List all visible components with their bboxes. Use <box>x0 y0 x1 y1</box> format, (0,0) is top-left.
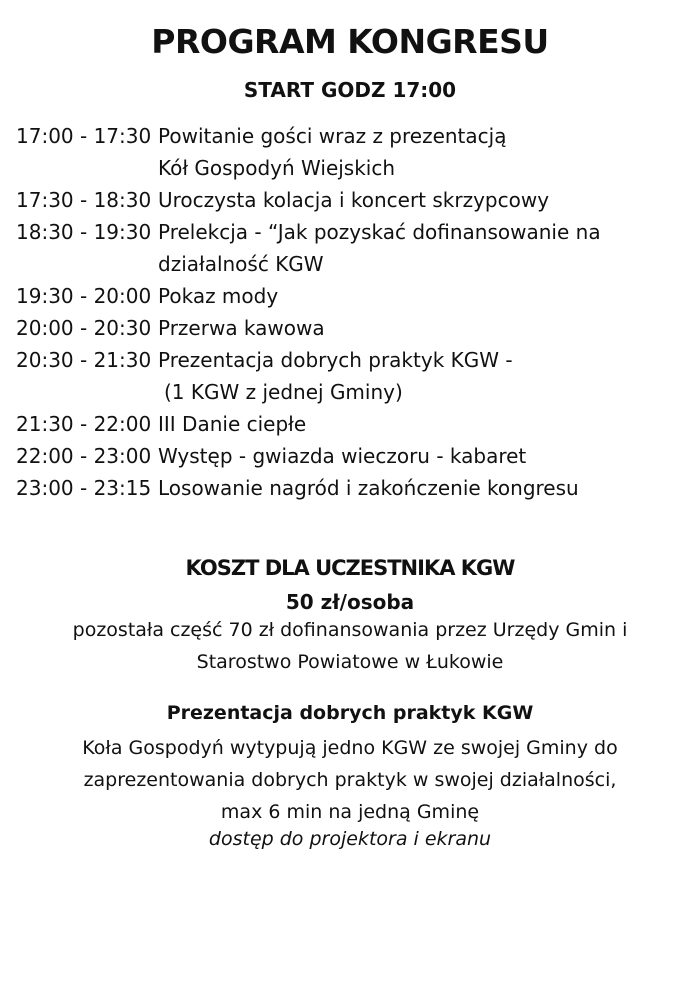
cost-note-line: pozostała część 70 zł dofinansowania przez Urzędy Gmin i <box>72 619 628 641</box>
schedule-item <box>16 472 686 504</box>
schedule-description: Prezentacja dobrych praktyk KGW - <box>158 348 513 372</box>
presentation-description <box>0 732 700 828</box>
schedule-time: 23:00 - 23:15 <box>16 476 152 500</box>
presentation-line: max 6 min na jedną Gminę <box>220 801 480 823</box>
cost-price: 50 zł/osoba <box>285 590 415 614</box>
schedule-description-continued: (1 KGW z jednej Gminy) <box>164 380 403 404</box>
schedule-item <box>16 280 686 312</box>
schedule-time: 20:30 - 21:30 <box>16 348 152 372</box>
schedule-description: Powitanie gości wraz z prezentacją <box>158 124 507 148</box>
cost-heading: KOSZT DLA UCZESTNIKA KGW <box>185 556 515 580</box>
schedule-item <box>16 184 686 216</box>
schedule-item <box>16 216 686 280</box>
schedule-description: Przerwa kawowa <box>158 316 325 340</box>
schedule-description: Występ - gwiazda wieczoru - kabaret <box>158 444 527 468</box>
schedule-description: III Danie ciepłe <box>158 412 307 436</box>
schedule-time: 17:00 - 17:30 <box>16 124 152 148</box>
schedule-item <box>16 344 686 408</box>
cost-note-line: Starostwo Powiatowe w Łukowie <box>196 651 504 673</box>
schedule-item <box>16 120 686 184</box>
schedule-time: 21:30 - 22:00 <box>16 412 152 436</box>
schedule-description: Losowanie nagród i zakończenie kongresu <box>158 476 579 500</box>
schedule-description: Uroczysta kolacja i koncert skrzypcowy <box>158 188 550 212</box>
start-time-heading: START GODZ 17:00 <box>243 78 457 102</box>
schedule-time: 17:30 - 18:30 <box>16 188 152 212</box>
page-title: PROGRAM KONGRESU <box>151 22 549 61</box>
schedule-description-continued: działalność KGW <box>158 252 324 276</box>
schedule-time: 18:30 - 19:30 <box>16 220 152 244</box>
schedule-description-continued: Kół Gospodyń Wiejskich <box>158 156 396 180</box>
presentation-equipment-note: dostęp do projektora i ekranu <box>208 828 492 850</box>
schedule-description: Prelekcja - “Jak pozyskać dofinansowanie na <box>158 220 601 244</box>
schedule-time: 20:00 - 20:30 <box>16 316 152 340</box>
schedule-description: Pokaz mody <box>158 284 279 308</box>
schedule-list <box>16 120 686 504</box>
cost-note <box>0 614 700 678</box>
schedule-time: 19:30 - 20:00 <box>16 284 152 308</box>
schedule-item <box>16 408 686 440</box>
schedule-item <box>16 440 686 472</box>
schedule-time: 22:00 - 23:00 <box>16 444 152 468</box>
presentation-line: Koła Gospodyń wytypują jedno KGW ze swojej Gminy do <box>82 737 618 759</box>
schedule-item <box>16 312 686 344</box>
presentation-line: zaprezentowania dobrych praktyk w swojej działalności, <box>83 769 617 791</box>
presentation-heading: Prezentacja dobrych praktyk KGW <box>166 702 534 724</box>
